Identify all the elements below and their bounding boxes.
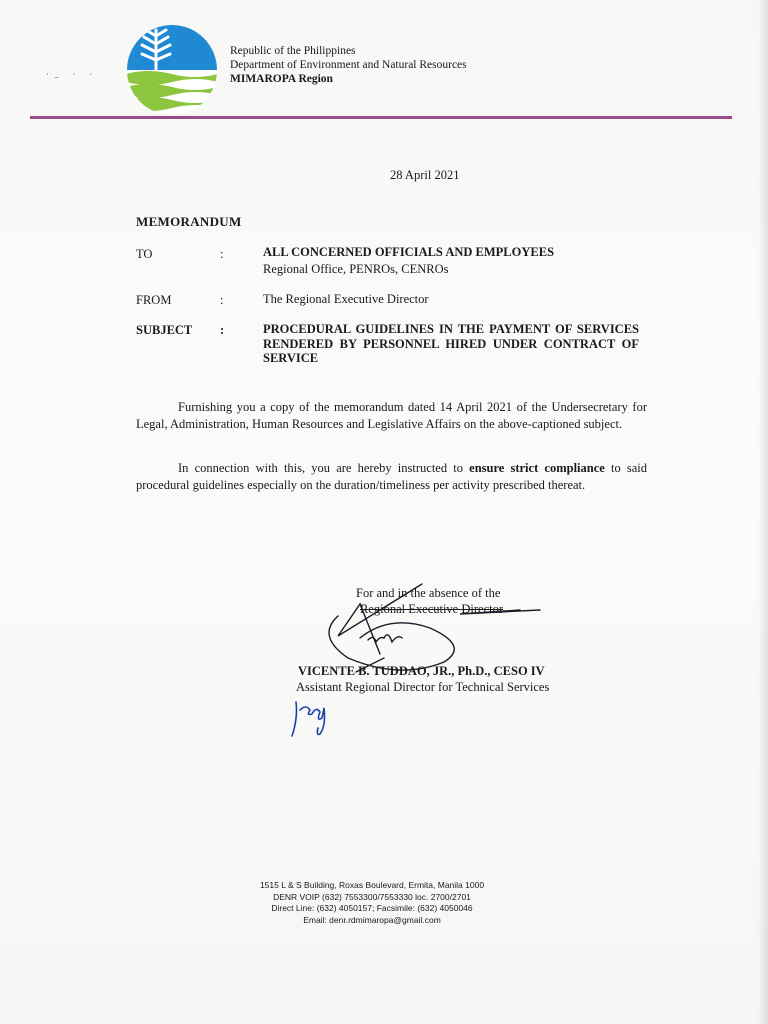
letter-footer [236, 880, 508, 926]
from-colon: : [220, 293, 224, 307]
footer-voip: DENR VOIP (632) 7553300/7553330 loc. 2700/2701 [273, 891, 471, 902]
to-sub: Regional Office, PENROs, CENROs [263, 262, 449, 276]
body-paragraph-2 [136, 460, 647, 494]
memo-title: MEMORANDUM [136, 214, 242, 229]
from-label: FROM [136, 293, 172, 307]
footer-email: Email: denr.rdmimaropa@gmail.com [303, 914, 441, 925]
footer-phone: Direct Line: (632) 4050157; Facsimile: (632) 4050046 [271, 903, 473, 913]
signature-struck-line: Regional Executive Director [360, 602, 503, 616]
handwritten-initials [286, 696, 336, 740]
subject-value: PROCEDURAL GUIDELINES IN THE PAYMENT OF SERVICES RENDERED BY PERSONNEL HIRED UNDER CONTRACT OF SERVICE [263, 322, 639, 365]
footer-address: 1515 L & S Building, Roxas Boulevard, Ermita, Manila 1000 [259, 880, 485, 890]
handwritten-signature [320, 576, 600, 736]
signatory-name: VICENTE B. TUDDAO, JR., Ph.D., CESO IV [298, 664, 545, 678]
signature-for-line: For and in the absence of the [356, 586, 501, 600]
scan-edge-shadow [758, 0, 768, 1024]
para2-emphasis: ensure strict compliance [469, 461, 605, 475]
department-line: Department of Environment and Natural Resources [230, 59, 467, 71]
memo-date: 28 April 2021 [390, 168, 460, 182]
to-colon: : [220, 247, 224, 261]
para2-lead: In connection with this, you are hereby instructed to [178, 461, 470, 475]
subject-label: SUBJECT [136, 323, 193, 337]
para2-rest: to said procedural guidelines especially on the duration/timeliness per activity prescribed thereat. [136, 461, 647, 492]
subject-colon: : [220, 323, 225, 337]
country-line: Republic of the Philippines [230, 45, 356, 57]
to-label: TO [136, 247, 153, 261]
scan-specks: ·_ · · [46, 70, 98, 79]
letterhead [230, 44, 467, 86]
body-paragraph-1: Furnishing you a copy of the memorandum dated 14 April 2021 of the Undersecretary for Legal, Administration, Human Resources and Legislative Affairs on the above-captioned subject. [136, 400, 647, 431]
to-value: ALL CONCERNED OFFICIALS AND EMPLOYEES [263, 245, 555, 259]
denr-logo-icon [126, 24, 218, 116]
signatory-title: Assistant Regional Director for Technical Services [296, 680, 550, 694]
region-line: MIMAROPA Region [230, 73, 333, 85]
from-value: The Regional Executive Director [263, 292, 429, 306]
header-rule [30, 116, 732, 119]
